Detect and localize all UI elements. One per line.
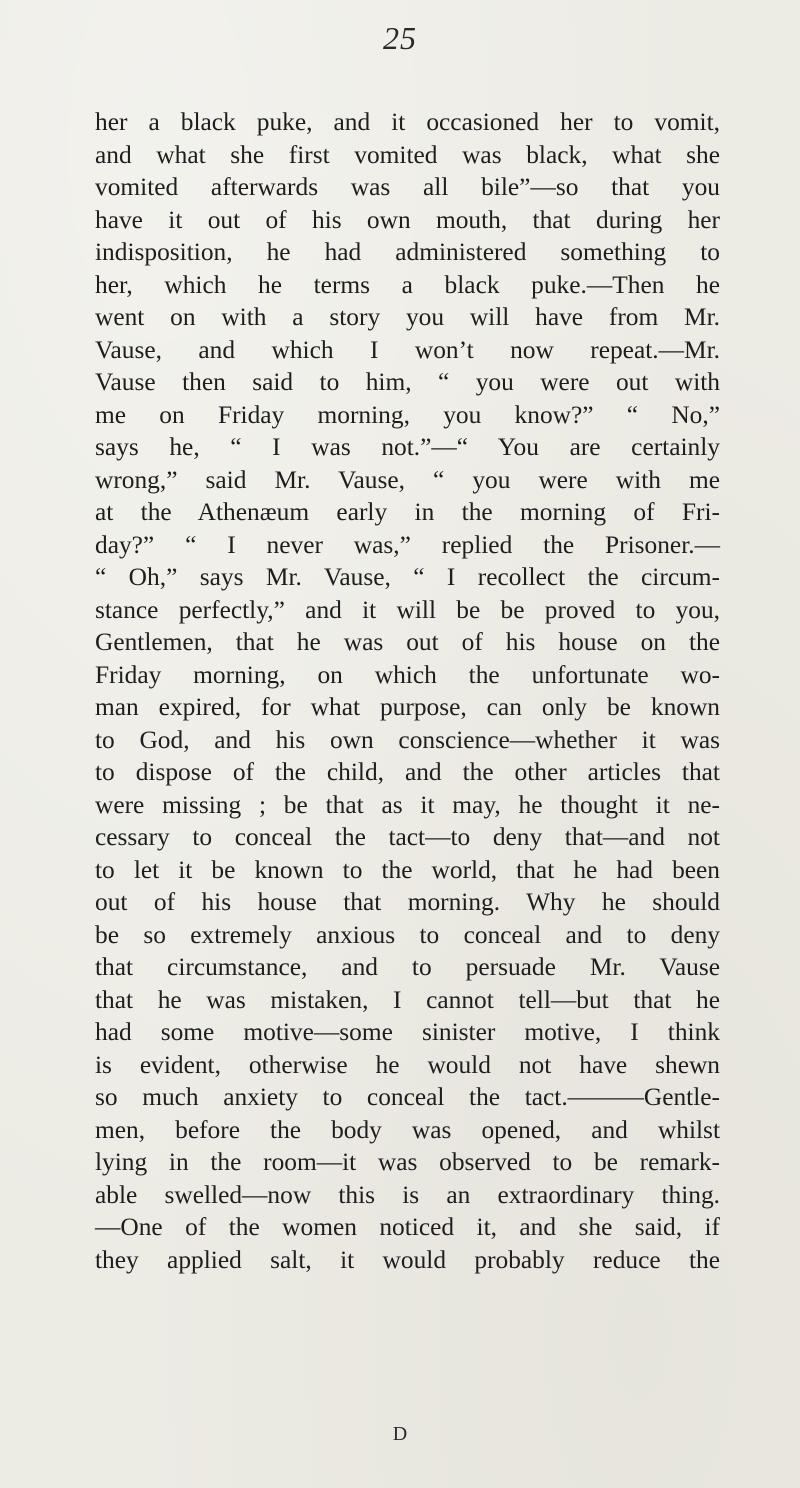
text-line: be so extremely anxious to conceal and to deny xyxy=(95,920,720,949)
text-line: wrong,” said Mr. Vause, “ you were with me xyxy=(95,465,720,494)
page-number: 25 xyxy=(383,20,417,56)
text-line: stance perfectly,” and it will be be proved to you, xyxy=(95,595,720,624)
text-line: Gentlemen, that he was out of his house on the xyxy=(95,628,720,656)
text-line: to dispose of the child, and the other articles that xyxy=(95,758,720,786)
text-line: went on with a story you will have from Mr. xyxy=(95,303,720,331)
text-line: had some motive—some sinister motive, I think xyxy=(95,1018,720,1046)
text-line: Vause, and which I won’t now repeat.—Mr. xyxy=(95,335,720,364)
text-line: have it out of his own mouth, that during her xyxy=(95,205,720,234)
text-line: to God, and his own conscience—whether it was xyxy=(95,725,720,754)
body-text xyxy=(95,106,720,1276)
text-line: cessary to conceal the tact—to deny that—and not xyxy=(95,823,720,851)
text-line: that he was mistaken, I cannot tell—but that he xyxy=(95,985,720,1014)
signature-mark: D xyxy=(392,1423,408,1445)
text-line: says he, “ I was not.”—“ You are certainly xyxy=(95,433,720,461)
text-line: Vause then said to him, “ you were out with xyxy=(95,368,720,396)
text-line: vomited afterwards was all bile”—so that you xyxy=(95,173,720,201)
text-line: is evident, otherwise he would not have shewn xyxy=(95,1050,720,1079)
text-line: indisposition, he had administered something to xyxy=(95,238,720,266)
text-line: so much anxiety to conceal the tact.———Gentle- xyxy=(95,1083,720,1111)
text-line: they applied salt, it would probably reduce the xyxy=(95,1245,720,1274)
text-line: lying in the room—it was observed to be remark- xyxy=(95,1148,720,1176)
text-line: able swelled—now this is an extraordinary thing. xyxy=(95,1180,720,1209)
text-line: out of his house that morning. Why he should xyxy=(95,888,720,916)
text-line: at the Athenæum early in the morning of Fri- xyxy=(95,498,720,526)
text-line: men, before the body was opened, and whilst xyxy=(95,1115,720,1144)
text-line: Friday morning, on which the unfortunate wo- xyxy=(95,660,720,689)
text-line: to let it be known to the world, that he had been xyxy=(95,855,720,884)
text-line: man expired, for what purpose, can only be known xyxy=(95,693,720,721)
text-line: me on Friday morning, you know?” “ No,” xyxy=(95,400,720,429)
text-line: day?” “ I never was,” replied the Prisoner.— xyxy=(95,530,720,559)
text-line: her, which he terms a black puke.—Then he xyxy=(95,270,720,299)
text-line: her a black puke, and it occasioned her to vomit, xyxy=(95,108,720,136)
text-line: —One of the women noticed it, and she said, if xyxy=(95,1213,720,1241)
text-line: and what she first vomited was black, what she xyxy=(95,140,720,169)
text-line: that circumstance, and to persuade Mr. Vause xyxy=(95,953,720,981)
text-line: were missing ; be that as it may, he thought it ne- xyxy=(95,790,720,819)
text-line: “ Oh,” says Mr. Vause, “ I recollect the circum- xyxy=(95,563,720,591)
